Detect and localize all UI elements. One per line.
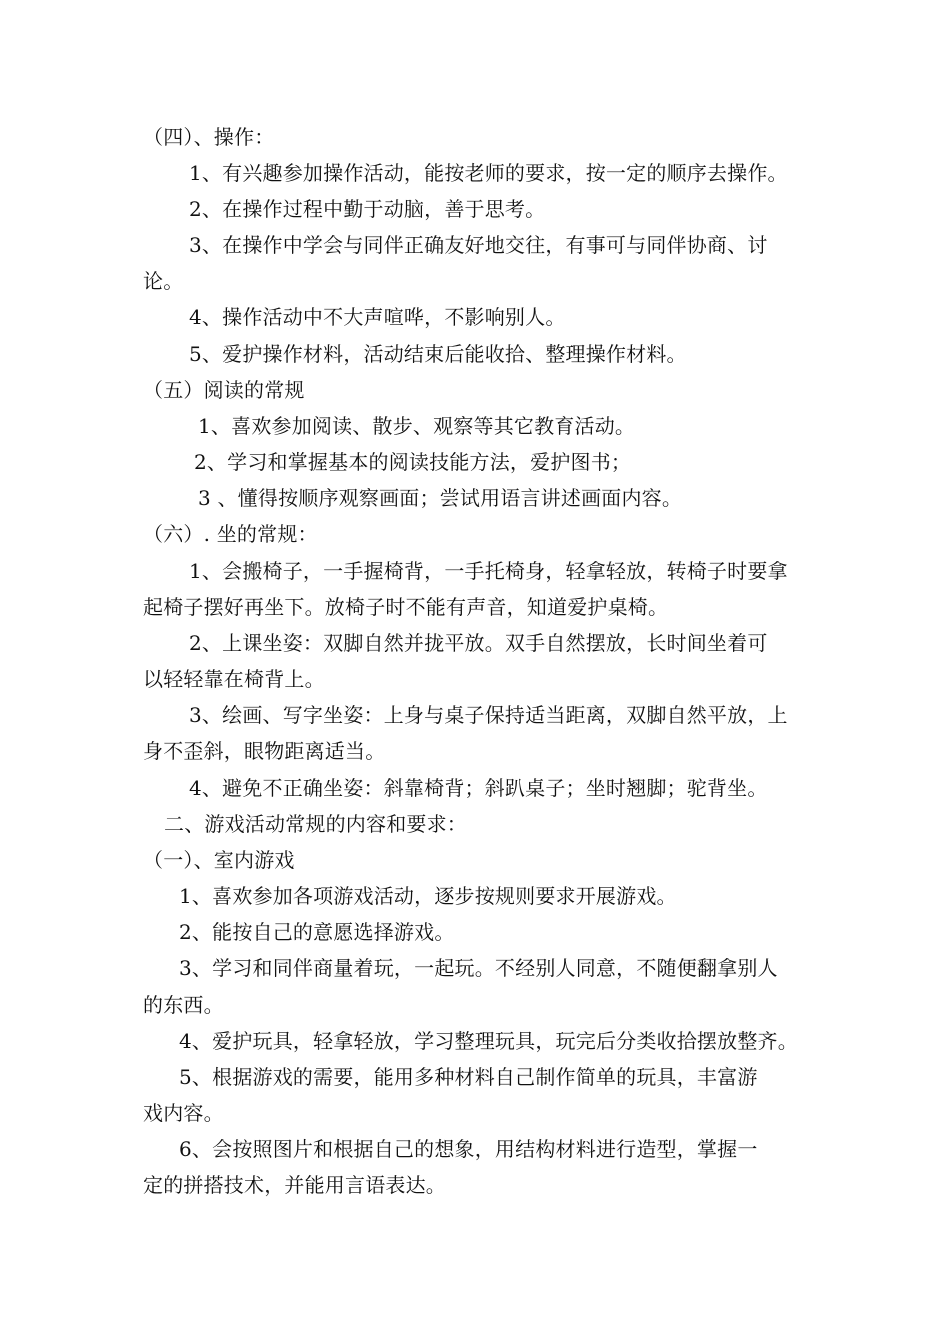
section-heading-game-activities: 二、游戏活动常规的内容和要求： xyxy=(164,812,467,836)
paragraph-line: 戏内容。 xyxy=(143,1101,224,1125)
paragraph-line: 1、会搬椅子，一手握椅背，一手托椅身，轻拿轻放，转椅子时要拿 xyxy=(189,559,788,583)
paragraph-line: 3、绘画、写字坐姿：上身与桌子保持适当距离，双脚自然平放，上 xyxy=(189,703,788,727)
paragraph-line: 1、喜欢参加阅读、散步、观察等其它教育活动。 xyxy=(198,414,636,438)
section-heading-operation: （四）、操作： xyxy=(143,125,275,149)
paragraph-line: 2、在操作过程中勤于动脑，善于思考。 xyxy=(189,197,546,221)
paragraph-line: 论。 xyxy=(143,269,184,293)
paragraph-line: 5、爱护操作材料，活动结束后能收拾、整理操作材料。 xyxy=(189,342,687,366)
section-heading-reading: （五）阅读的常规 xyxy=(143,378,305,402)
paragraph-line: 身不歪斜，眼物距离适当。 xyxy=(143,739,386,763)
paragraph-line: 3、在操作中学会与同伴正确友好地交往，有事可与同伴协商、讨 xyxy=(189,233,768,257)
paragraph-line: 3 、懂得按顺序观察画面；尝试用语言讲述画面内容。 xyxy=(198,486,683,510)
paragraph-line: 6、会按照图片和根据自己的想象，用结构材料进行造型，掌握一 xyxy=(179,1137,758,1161)
paragraph-line: 5、根据游戏的需要，能用多种材料自己制作简单的玩具，丰富游 xyxy=(179,1065,758,1089)
paragraph-line: 定的拼搭技术，并能用言语表达。 xyxy=(143,1173,446,1197)
paragraph-line: 1、喜欢参加各项游戏活动，逐步按规则要求开展游戏。 xyxy=(179,884,677,908)
section-heading-indoor-games: （一）、室内游戏 xyxy=(143,848,295,872)
paragraph-line: 起椅子摆好再坐下。放椅子时不能有声音，知道爱护桌椅。 xyxy=(143,595,669,619)
paragraph-line: 以轻轻靠在椅背上。 xyxy=(143,667,325,691)
paragraph-line: 1、有兴趣参加操作活动，能按老师的要求，按一定的顺序去操作。 xyxy=(189,161,788,185)
section-heading-sitting: （六）. 坐的常规： xyxy=(143,522,318,546)
paragraph-line: 4、避免不正确坐姿：斜靠椅背；斜趴桌子；坐时翘脚；驼背坐。 xyxy=(189,776,768,800)
paragraph-line: 3、学习和同伴商量着玩，一起玩。不经别人同意，不随便翻拿别人 xyxy=(179,956,778,980)
paragraph-line: 2、学习和掌握基本的阅读技能方法，爱护图书； xyxy=(194,450,632,474)
paragraph-line: 的东西。 xyxy=(143,993,224,1017)
paragraph-line: 2、能按自己的意愿选择游戏。 xyxy=(179,920,455,944)
paragraph-line: 4、操作活动中不大声喧哗，不影响别人。 xyxy=(189,305,566,329)
paragraph-line: 2、上课坐姿：双脚自然并拢平放。双手自然摆放，长时间坐着可 xyxy=(189,631,768,655)
paragraph-line: 4、爱护玩具，轻拿轻放，学习整理玩具，玩完后分类收拾摆放整齐。 xyxy=(179,1029,798,1053)
